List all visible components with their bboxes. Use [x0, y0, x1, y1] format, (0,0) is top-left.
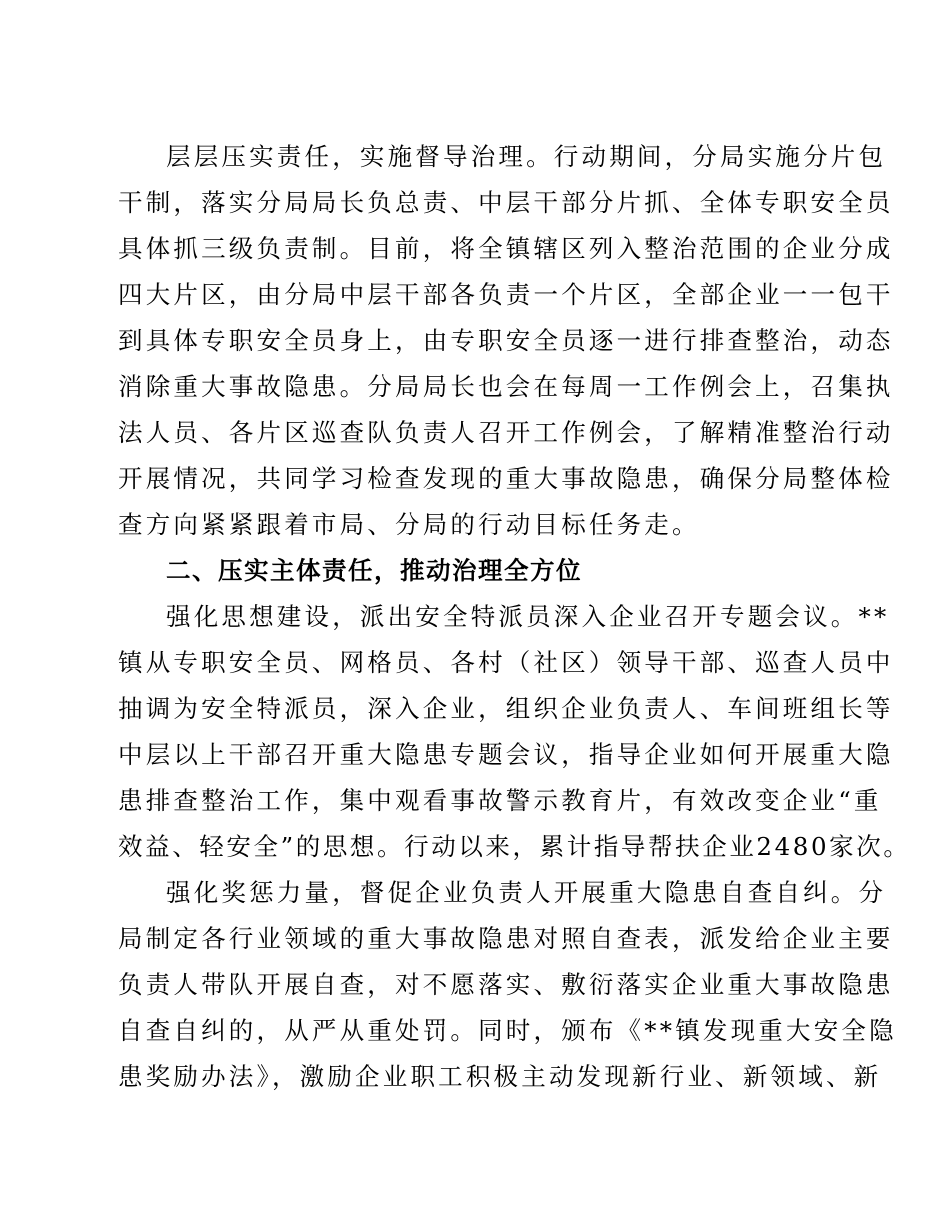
paragraph-line: 到具体专职安全员身上，由专职安全员逐一进行排查整治，动态 [118, 326, 894, 355]
paragraph-line: 法人员、各片区巡查队负责人召开工作例会，了解精准整治行动 [118, 418, 894, 447]
paragraph-line: 强化思想建设，派出安全特派员深入企业召开专题会议。** [166, 602, 890, 631]
paragraph-line: 局制定各行业领域的重大事故隐患对照自查表，派发给企业主要 [118, 924, 894, 953]
paragraph-line: 负责人带队开展自查，对不愿落实、敷衍落实企业重大事故隐患 [118, 970, 894, 999]
paragraph-line: 层层压实责任，实施督导治理。行动期间，分局实施分片包 [166, 142, 887, 171]
paragraph-line: 自查自纠的，从严从重处罚。同时，颁布《**镇发现重大安全隐 [118, 1016, 897, 1045]
paragraph-line: 效益、轻安全”的思想。行动以来，累计指导帮扶企业2480家次。 [118, 832, 911, 861]
paragraph-line: 镇从专职安全员、网格员、各村（社区）领导干部、巡查人员中 [118, 648, 894, 677]
paragraph-line: 查方向紧紧跟着市局、分局的行动目标任务走。 [118, 510, 700, 539]
paragraph-line: 患排查整治工作，集中观看事故警示教育片，有效改变企业“重 [118, 786, 882, 815]
section-heading: 二、压实主体责任，推动治理全方位 [166, 556, 582, 585]
paragraph-line: 中层以上干部召开重大隐患专题会议，指导企业如何开展重大隐 [118, 740, 894, 769]
paragraph-line: 消除重大事故隐患。分局局长也会在每周一工作例会上，召集执 [118, 372, 894, 401]
paragraph-line: 具体抓三级负责制。目前，将全镇辖区列入整治范围的企业分成 [118, 234, 894, 263]
paragraph-line: 抽调为安全特派员，深入企业，组织企业负责人、车间班组长等 [118, 694, 894, 723]
paragraph-line: 患奖励办法》，激励企业职工积极主动发现新行业、新领域、新 [118, 1062, 882, 1091]
paragraph-line: 干制，落实分局局长负总责、中层干部分片抓、全体专职安全员 [118, 188, 894, 217]
paragraph-line: 四大片区，由分局中层干部各负责一个片区，全部企业一一包干 [118, 280, 894, 309]
paragraph-line: 开展情况，共同学习检查发现的重大事故隐患，确保分局整体检 [118, 464, 894, 493]
paragraph-line: 强化奖惩力量，督促企业负责人开展重大隐患自查自纠。分 [166, 878, 887, 907]
